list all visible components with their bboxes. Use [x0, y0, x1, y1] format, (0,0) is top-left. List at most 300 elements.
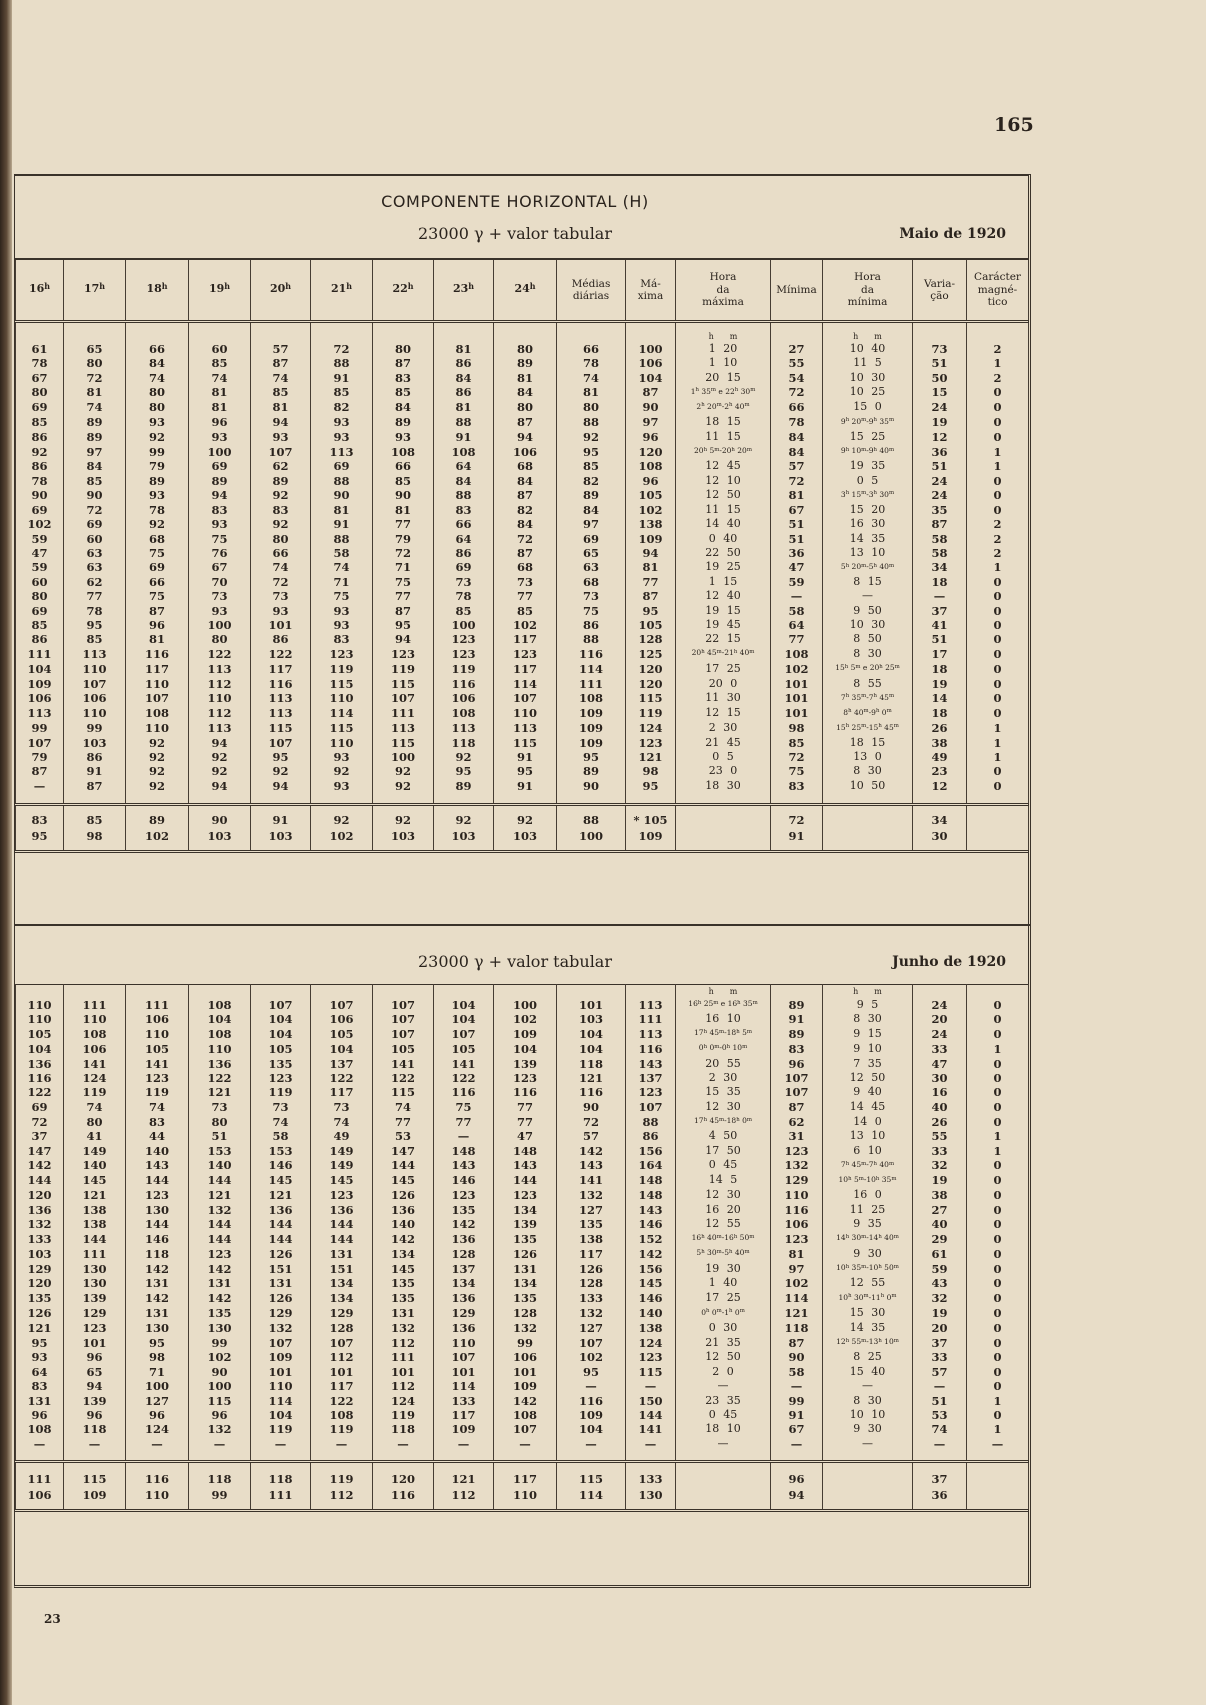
spacer-cell: [676, 804, 771, 812]
h18-cell: 89: [126, 473, 189, 487]
spacer-cell: [311, 1451, 373, 1462]
h19-cell: 92: [189, 750, 251, 764]
medias-cell: 72: [557, 1114, 626, 1129]
medias-cell: 142: [557, 1144, 626, 1158]
h19-cell: 100: [189, 444, 251, 459]
h16-cell: 110: [16, 997, 64, 1012]
unit-cell: [676, 985, 771, 998]
h20-cell: 135: [251, 1056, 311, 1070]
table-row: [16, 1114, 1029, 1129]
table-row: [16, 531, 1029, 545]
h20-cell: 118: [251, 1471, 311, 1487]
h16-cell: 79: [16, 750, 64, 764]
medias-cell: 108: [557, 691, 626, 706]
h20-cell: 83: [251, 503, 311, 517]
minute-unit-label: m: [729, 987, 738, 996]
table-row: [16, 1012, 1029, 1026]
maxima-cell: 146: [626, 1217, 676, 1231]
maio-month-label: Maio de 1920: [899, 226, 1006, 242]
h21-cell: 102: [311, 828, 373, 844]
variacao-cell: 73: [913, 342, 967, 356]
spacer-cell: [373, 844, 434, 852]
h24-cell: 117: [494, 1471, 557, 1487]
h21-cell: 115: [311, 676, 373, 690]
spacer-cell: [126, 844, 189, 852]
medias-cell: 66: [557, 342, 626, 356]
variacao-cell: 19: [913, 676, 967, 690]
hora-minima-cell: 15$^h$ 25$^m$-15$^h$ 45$^m$: [823, 721, 913, 736]
h24-cell: 77: [494, 1114, 557, 1129]
h23-cell: 136: [434, 1291, 494, 1306]
caracter-cell: 0: [967, 488, 1029, 503]
h18-cell: 74: [126, 371, 189, 385]
spacer-cell: [823, 1462, 913, 1472]
hora-maxima-cell: 20$^h$ 5$^m$-20$^h$ 20$^m$: [676, 444, 771, 459]
maxima-cell: 86: [626, 1129, 676, 1143]
h19-cell: —: [189, 1437, 251, 1451]
h17-cell: 101: [64, 1335, 126, 1350]
h17-cell: 72: [64, 371, 126, 385]
h22-cell: 141: [373, 1056, 434, 1070]
h22-cell: 83: [373, 371, 434, 385]
maxima-cell: 109: [626, 531, 676, 545]
h24-cell: 123: [494, 1188, 557, 1202]
h24-cell: 103: [494, 828, 557, 844]
minima-cell: 107: [771, 1071, 823, 1085]
h16-cell: 136: [16, 1056, 64, 1070]
spacer-cell: [126, 804, 189, 812]
minima-cell: 75: [771, 764, 823, 778]
h20-cell: 119: [251, 1085, 311, 1099]
h18-cell: 131: [126, 1306, 189, 1321]
h23-cell: 66: [434, 517, 494, 531]
hora-maxima-cell: 17$^h$ 45$^m$-18$^h$ 0$^m$: [676, 1114, 771, 1129]
minima-cell: 57: [771, 459, 823, 473]
h19-cell: 144: [189, 1217, 251, 1231]
h19-cell: 104: [189, 1012, 251, 1026]
hora-minima-cell: 9$^h$ 10$^m$-9$^h$ 40$^m$: [823, 444, 913, 459]
h23-cell: 114: [434, 1379, 494, 1393]
h24-cell: 109: [494, 1026, 557, 1041]
maxima-cell: 87: [626, 385, 676, 400]
hora-maxima-cell: 21 35: [676, 1335, 771, 1350]
h16-cell: 108: [16, 1422, 64, 1436]
h24-cell: 106: [494, 444, 557, 459]
spacer-cell: [626, 844, 676, 852]
h24-cell: 116: [494, 1085, 557, 1099]
caracter-cell: 0: [967, 400, 1029, 415]
table-row: [16, 546, 1029, 560]
hora-maxima-cell: 22 50: [676, 546, 771, 560]
caracter-cell: 0: [967, 415, 1029, 430]
unit-cell: [494, 985, 557, 998]
hora-maxima-cell: 17$^h$ 45$^m$-18$^h$ 5$^m$: [676, 1026, 771, 1041]
variacao-cell: 16: [913, 1085, 967, 1099]
h24-cell: 108: [494, 1408, 557, 1422]
h24-cell: 109: [494, 1379, 557, 1393]
book-binding-edge: [0, 0, 12, 1705]
maxima-cell: 141: [626, 1422, 676, 1436]
h23-cell: 78: [434, 589, 494, 603]
minima-cell: 96: [771, 1056, 823, 1070]
variacao-cell: 49: [913, 750, 967, 764]
h19-cell: 144: [189, 1173, 251, 1188]
h23-cell: 81: [434, 342, 494, 356]
table-row: [16, 385, 1029, 400]
h23-cell: 116: [434, 1085, 494, 1099]
spacer-cell: [823, 1451, 913, 1462]
hora-minima-cell: 15 0: [823, 400, 913, 415]
table-row: [16, 1306, 1029, 1321]
h17-cell: 140: [64, 1158, 126, 1173]
hora-maxima-cell: 12 30: [676, 1100, 771, 1114]
h18-cell: 80: [126, 400, 189, 415]
hora-maxima-cell: 11 15: [676, 430, 771, 444]
medias-cell: 89: [557, 488, 626, 503]
h18-cell: 117: [126, 661, 189, 676]
unit-cell: [626, 322, 676, 343]
unit-cell: [823, 985, 913, 998]
header-caracter: Carácter magné- tico: [967, 259, 1029, 322]
h16-cell: 107: [16, 736, 64, 750]
medias-cell: 116: [557, 1085, 626, 1099]
h17-cell: 96: [64, 1408, 126, 1422]
h19-cell: 131: [189, 1276, 251, 1290]
hora-maxima-cell: 1 40: [676, 1276, 771, 1290]
h21-cell: 128: [311, 1321, 373, 1335]
h23-cell: 122: [434, 1071, 494, 1085]
variacao-cell: 24: [913, 473, 967, 487]
h23-cell: 106: [434, 691, 494, 706]
h23-cell: 95: [434, 764, 494, 778]
unit-cell: [434, 322, 494, 343]
maxima-cell: 90: [626, 400, 676, 415]
hora-maxima-cell: 20 15: [676, 371, 771, 385]
hora-minima-cell: 14 35: [823, 531, 913, 545]
h22-cell: 134: [373, 1246, 434, 1261]
minima-cell: 85: [771, 736, 823, 750]
h17-cell: 124: [64, 1071, 126, 1085]
hora-minima-cell: 15$^h$ 5$^m$ e 20$^h$ 25$^m$: [823, 661, 913, 676]
h22-cell: 118: [373, 1422, 434, 1436]
h20-cell: 144: [251, 1231, 311, 1246]
variacao-cell: 32: [913, 1291, 967, 1306]
h23-cell: 104: [434, 997, 494, 1012]
h18-cell: 69: [126, 560, 189, 575]
h22-cell: 81: [373, 503, 434, 517]
h20-cell: 89: [251, 473, 311, 487]
h24-cell: 107: [494, 1422, 557, 1436]
spacer-cell: [126, 793, 189, 805]
h24-cell: 110: [494, 1487, 557, 1503]
h20-cell: 131: [251, 1276, 311, 1290]
h16-cell: 102: [16, 517, 64, 531]
h16-cell: 69: [16, 400, 64, 415]
h20-cell: 123: [251, 1071, 311, 1085]
h24-cell: 87: [494, 415, 557, 430]
h22-cell: 123: [373, 646, 434, 661]
maxima-cell: * 105: [626, 812, 676, 828]
h20-cell: 113: [251, 691, 311, 706]
table-row: [16, 1393, 1029, 1407]
h21-cell: 122: [311, 1071, 373, 1085]
unit-cell: [64, 322, 126, 343]
summary-row: [16, 1487, 1029, 1503]
hora-minima-cell: 14$^h$ 30$^m$-14$^h$ 40$^m$: [823, 1231, 913, 1246]
minima-cell: 27: [771, 342, 823, 356]
hora-minima-cell: 9$^h$ 20$^m$-9$^h$ 35$^m$: [823, 415, 913, 430]
spacer-cell: [967, 844, 1029, 852]
medias-cell: 57: [557, 1129, 626, 1143]
h19-cell: 144: [189, 1231, 251, 1246]
hora-minima-cell: 10 50: [823, 779, 913, 793]
unit-cell: [557, 985, 626, 998]
spacer-cell: [626, 804, 676, 812]
h21-cell: 119: [311, 1422, 373, 1436]
h20-cell: 114: [251, 1393, 311, 1407]
caracter-cell: 1: [967, 1393, 1029, 1407]
h17-cell: 87: [64, 779, 126, 793]
h18-cell: 140: [126, 1144, 189, 1158]
h19-cell: 75: [189, 531, 251, 545]
h17-cell: 63: [64, 546, 126, 560]
h23-cell: 117: [434, 1408, 494, 1422]
maxima-cell: 133: [626, 1471, 676, 1487]
h20-cell: 94: [251, 415, 311, 430]
h20-cell: 92: [251, 764, 311, 778]
h19-cell: 100: [189, 618, 251, 632]
spacer-cell: [676, 1451, 771, 1462]
h17-cell: 118: [64, 1422, 126, 1436]
hora-maxima-cell: 12 50: [676, 1350, 771, 1364]
h21-cell: 74: [311, 1114, 373, 1129]
medias-cell: 118: [557, 1056, 626, 1070]
h22-cell: 107: [373, 997, 434, 1012]
h17-cell: 78: [64, 604, 126, 618]
h20-cell: 132: [251, 1321, 311, 1335]
h16-cell: 64: [16, 1364, 64, 1378]
maxima-cell: 116: [626, 1041, 676, 1056]
h20-cell: 115: [251, 721, 311, 736]
spacer-cell: [557, 793, 626, 805]
h17-cell: 98: [64, 828, 126, 844]
minima-cell: 83: [771, 1041, 823, 1056]
medias-cell: 135: [557, 1217, 626, 1231]
h16-cell: 121: [16, 1321, 64, 1335]
h20-cell: 144: [251, 1217, 311, 1231]
medias-cell: 116: [557, 646, 626, 661]
h18-cell: 96: [126, 618, 189, 632]
hora-minima-cell: 12 50: [823, 1071, 913, 1085]
h20-cell: —: [251, 1437, 311, 1451]
medias-cell: 109: [557, 721, 626, 736]
h20-cell: 93: [251, 604, 311, 618]
table-row: [16, 1071, 1029, 1085]
caracter-cell: 0: [967, 1085, 1029, 1099]
maxima-cell: 125: [626, 646, 676, 661]
hora-maxima-cell: 15 35: [676, 1085, 771, 1099]
h18-cell: 130: [126, 1321, 189, 1335]
spacer-cell: [311, 804, 373, 812]
maxima-cell: 137: [626, 1071, 676, 1085]
variacao-cell: 37: [913, 604, 967, 618]
caracter-cell: 2: [967, 531, 1029, 545]
h16-cell: 85: [16, 618, 64, 632]
spacer-cell: [676, 1462, 771, 1472]
h17-cell: 94: [64, 1379, 126, 1393]
h22-cell: 124: [373, 1393, 434, 1407]
h19-cell: 122: [189, 1071, 251, 1085]
h20-cell: 107: [251, 444, 311, 459]
h24-cell: 148: [494, 1144, 557, 1158]
h18-cell: 130: [126, 1202, 189, 1216]
maxima-cell: 123: [626, 736, 676, 750]
maxima-cell: 123: [626, 1350, 676, 1364]
caracter-cell: 0: [967, 706, 1029, 721]
spacer-cell: [189, 793, 251, 805]
h18-cell: 92: [126, 750, 189, 764]
medias-cell: 95: [557, 750, 626, 764]
hora-minima-cell: 15 25: [823, 430, 913, 444]
spacer-cell: [557, 1451, 626, 1462]
h20-cell: 62: [251, 459, 311, 473]
h19-cell: 140: [189, 1158, 251, 1173]
h20-cell: 101: [251, 618, 311, 632]
h22-cell: 93: [373, 430, 434, 444]
variacao-cell: —: [913, 589, 967, 603]
hora-minima-cell: 13 10: [823, 546, 913, 560]
h17-cell: 89: [64, 415, 126, 430]
h16-cell: 93: [16, 1350, 64, 1364]
h22-cell: 111: [373, 706, 434, 721]
h21-cell: 88: [311, 531, 373, 545]
variacao-cell: 34: [913, 812, 967, 828]
medias-cell: 109: [557, 706, 626, 721]
unit-cell: [771, 985, 823, 998]
caracter-cell: 0: [967, 604, 1029, 618]
hora-minima-cell: 10 30: [823, 618, 913, 632]
h23-cell: —: [434, 1129, 494, 1143]
unit-cell: [251, 985, 311, 998]
h16-cell: 60: [16, 575, 64, 589]
spacer-cell: [913, 844, 967, 852]
table-row: [16, 1100, 1029, 1114]
h18-cell: 66: [126, 342, 189, 356]
h19-cell: 90: [189, 812, 251, 828]
spacer-cell: [557, 1503, 626, 1511]
h21-cell: 114: [311, 706, 373, 721]
variacao-cell: 23: [913, 764, 967, 778]
spacer-cell: [189, 1451, 251, 1462]
hora-maxima-cell: 19 45: [676, 618, 771, 632]
medias-cell: 92: [557, 430, 626, 444]
h22-cell: 115: [373, 736, 434, 750]
minima-cell: 132: [771, 1158, 823, 1173]
h23-cell: 119: [434, 661, 494, 676]
header-row: [16, 259, 1029, 322]
h16-cell: 129: [16, 1261, 64, 1276]
hora-maxima-cell: 12 30: [676, 1188, 771, 1202]
hora-maxima-cell: —: [676, 1379, 771, 1393]
variacao-cell: 58: [913, 531, 967, 545]
header-20h: 20$^h$: [251, 259, 311, 322]
medias-cell: 114: [557, 661, 626, 676]
h17-cell: 74: [64, 1100, 126, 1114]
h19-cell: 89: [189, 473, 251, 487]
h21-cell: 74: [311, 560, 373, 575]
hora-minima-cell: 10 40: [823, 342, 913, 356]
medias-cell: 126: [557, 1261, 626, 1276]
h18-cell: 124: [126, 1422, 189, 1436]
caracter-cell: 0: [967, 1158, 1029, 1173]
h22-cell: 85: [373, 473, 434, 487]
h16-cell: 122: [16, 1085, 64, 1099]
maxima-cell: 113: [626, 1026, 676, 1041]
h21-cell: 88: [311, 473, 373, 487]
h23-cell: 123: [434, 646, 494, 661]
h16-cell: 86: [16, 632, 64, 646]
h18-cell: 105: [126, 1041, 189, 1056]
h23-cell: 137: [434, 1261, 494, 1276]
variacao-cell: 53: [913, 1408, 967, 1422]
caracter-cell: 0: [967, 1350, 1029, 1364]
hora-minima-cell: 16 30: [823, 517, 913, 531]
variacao-cell: 40: [913, 1100, 967, 1114]
h16-cell: 120: [16, 1276, 64, 1290]
caracter-cell: 0: [967, 646, 1029, 661]
medias-cell: 102: [557, 1350, 626, 1364]
hora-maxima-cell: 23 0: [676, 764, 771, 778]
table-row: [16, 1085, 1029, 1099]
hora-minima-cell: [823, 828, 913, 844]
variacao-cell: 43: [913, 1276, 967, 1290]
h20-cell: 122: [251, 646, 311, 661]
spacer-cell: [967, 1503, 1029, 1511]
h19-cell: 74: [189, 371, 251, 385]
h17-cell: 85: [64, 473, 126, 487]
h23-cell: 83: [434, 503, 494, 517]
table-row: [16, 473, 1029, 487]
variacao-cell: 18: [913, 575, 967, 589]
h17-cell: 72: [64, 503, 126, 517]
h17-cell: —: [64, 1437, 126, 1451]
h16-cell: —: [16, 779, 64, 793]
maxima-cell: 143: [626, 1202, 676, 1216]
table-row: [16, 1041, 1029, 1056]
minima-cell: 91: [771, 1408, 823, 1422]
hora-minima-cell: 8 55: [823, 676, 913, 690]
h17-cell: 113: [64, 646, 126, 661]
caracter-cell: 0: [967, 1321, 1029, 1335]
h21-cell: 93: [311, 604, 373, 618]
h22-cell: 71: [373, 560, 434, 575]
h18-cell: 83: [126, 1114, 189, 1129]
hora-maxima-cell: 22 15: [676, 632, 771, 646]
maxima-cell: 104: [626, 371, 676, 385]
h23-cell: 148: [434, 1144, 494, 1158]
h22-cell: 144: [373, 1158, 434, 1173]
medias-cell: 107: [557, 1335, 626, 1350]
hora-maxima-cell: 12 55: [676, 1217, 771, 1231]
medias-cell: —: [557, 1379, 626, 1393]
medias-cell: 88: [557, 812, 626, 828]
medias-cell: 88: [557, 415, 626, 430]
minute-unit-label: m: [729, 332, 738, 341]
table-row: [16, 1408, 1029, 1422]
unit-cell: [967, 322, 1029, 343]
unit-cell: [494, 322, 557, 343]
spacer-cell: [16, 1462, 64, 1472]
